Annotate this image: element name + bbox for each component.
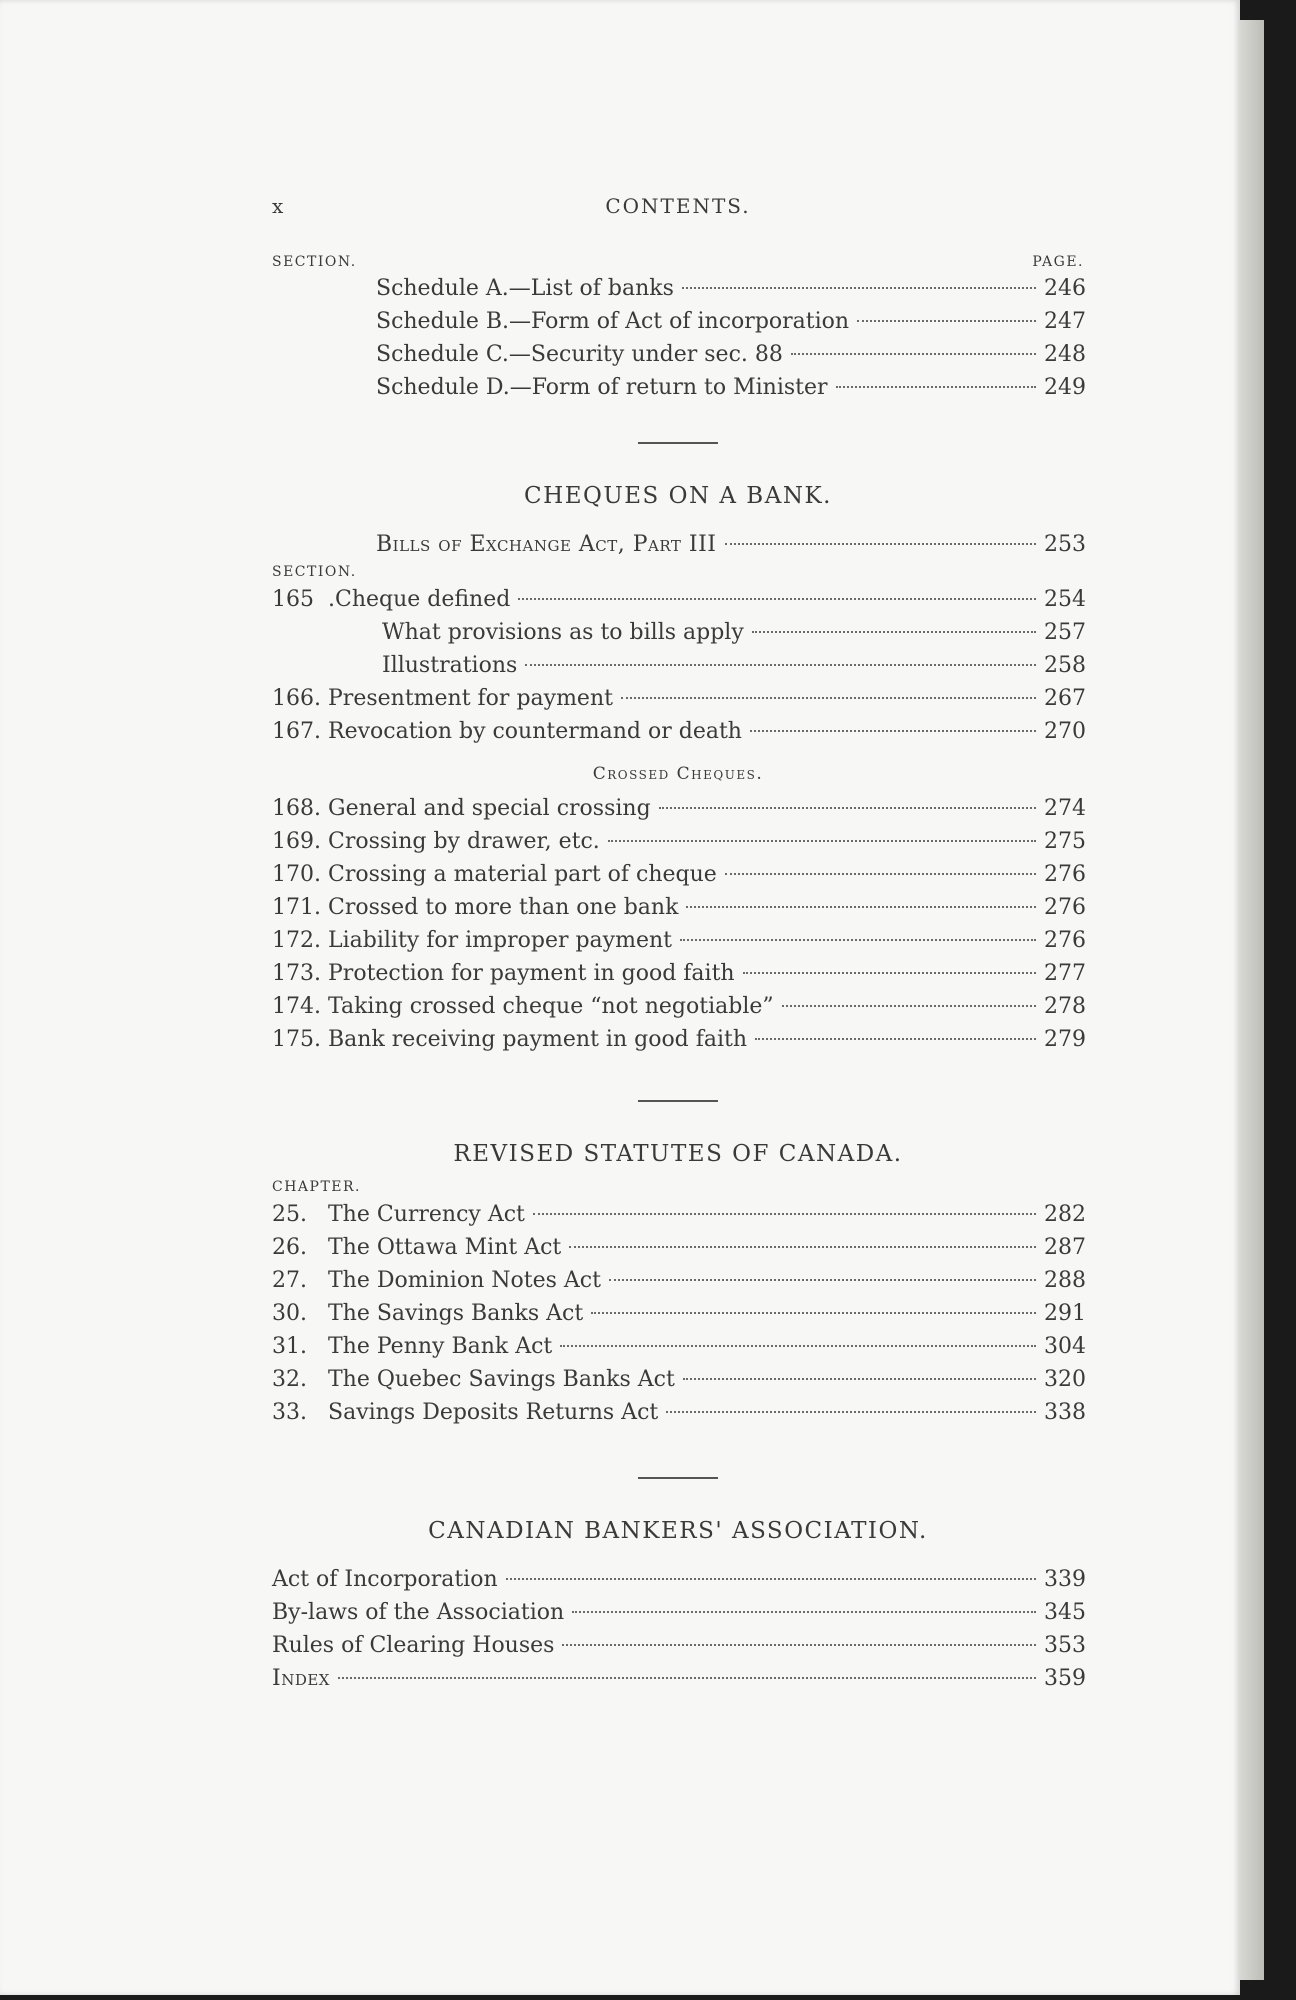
entry-title: Revocation by countermand or death [328, 719, 742, 744]
entry-number: 172. [272, 928, 321, 953]
page-number: x [272, 194, 286, 218]
toc-entry[interactable] [272, 1330, 1084, 1363]
contents-page [272, 190, 1084, 1695]
leader-dots [518, 598, 1036, 600]
crossed-list [272, 792, 1084, 1056]
toc-entry[interactable] [272, 715, 1084, 748]
toc-entry[interactable] [272, 1297, 1084, 1330]
entry-title: Taking crossed cheque “not negotiable” [328, 994, 774, 1019]
leader-dots [836, 386, 1036, 388]
entry-title: Schedule C.—Security under sec. 88 [376, 342, 783, 367]
toc-entry[interactable] [272, 858, 1084, 891]
entry-page: 249 [1044, 375, 1086, 400]
entry-title: Presentment for payment [328, 686, 613, 711]
toc-entry[interactable] [272, 272, 1084, 305]
entry-title: Bank receiving payment in good faith [328, 1027, 748, 1052]
page-label: PAGE. [1032, 254, 1084, 270]
entry-title: The Ottawa Mint Act [328, 1235, 562, 1260]
entry-title: Crossed to more than one bank [328, 895, 679, 920]
entry-page: 353 [1044, 1633, 1086, 1658]
entry-page: 258 [1044, 653, 1086, 678]
entry-page: 254 [1044, 587, 1086, 612]
entry-title: Act of Incorporation [272, 1567, 498, 1592]
toc-entry[interactable] [272, 924, 1084, 957]
entry-title: .Cheque defined [328, 587, 511, 612]
toc-entry[interactable] [272, 616, 1084, 649]
leader-dots [725, 873, 1036, 875]
toc-entry[interactable] [272, 1662, 1084, 1695]
leader-dots [750, 730, 1036, 732]
toc-entry[interactable] [272, 825, 1084, 858]
leader-dots [533, 1213, 1036, 1215]
leader-dots [743, 972, 1036, 974]
cheques-list [272, 583, 1084, 748]
entry-page: 257 [1044, 620, 1086, 645]
entry-page: 320 [1044, 1367, 1086, 1392]
leader-dots [591, 1312, 1036, 1314]
section-label: SECTION. [272, 254, 357, 270]
statutes-list [272, 1198, 1084, 1429]
section-heading-cheques: CHEQUES ON A BANK. [524, 483, 832, 509]
entry-page: 279 [1044, 1027, 1086, 1052]
toc-entry[interactable] [272, 1023, 1084, 1056]
leader-dots [680, 939, 1036, 941]
leader-dots [782, 1005, 1036, 1007]
entry-page: 288 [1044, 1268, 1086, 1293]
leader-dots [683, 1378, 1036, 1380]
entry-number: 170. [272, 862, 321, 887]
entry-page: 338 [1044, 1400, 1086, 1425]
toc-entry[interactable] [272, 1231, 1084, 1264]
entry-number: 174. [272, 994, 321, 1019]
toc-entry[interactable] [272, 1198, 1084, 1231]
toc-entry[interactable] [272, 1596, 1084, 1629]
subsection-heading-crossed: Crossed Cheques. [592, 764, 764, 784]
toc-entry[interactable] [272, 891, 1084, 924]
toc-entry[interactable] [272, 338, 1084, 371]
entry-title: Rules of Clearing Houses [272, 1633, 555, 1658]
section-label: SECTION. [272, 564, 357, 580]
entry-number: 167. [272, 719, 321, 744]
leader-dots [791, 353, 1036, 355]
entry-number: 168. [272, 796, 321, 821]
entry-number: 33. [272, 1400, 307, 1425]
leader-dots [338, 1677, 1036, 1679]
entry-page: 267 [1044, 686, 1086, 711]
entry-number: 169. [272, 829, 321, 854]
entry-page: 291 [1044, 1301, 1086, 1326]
association-list [272, 1563, 1084, 1695]
entry-title: The Dominion Notes Act [328, 1268, 601, 1293]
entry-title: Crossing by drawer, etc. [328, 829, 600, 854]
entry-title: Index [272, 1666, 330, 1691]
entry-number: 166. [272, 686, 321, 711]
toc-entry[interactable] [272, 528, 1084, 561]
entry-page: 246 [1044, 276, 1086, 301]
toc-entry[interactable] [272, 1363, 1084, 1396]
entry-number: 26. [272, 1235, 307, 1260]
entry-page: 278 [1044, 994, 1086, 1019]
toc-entry[interactable] [272, 371, 1084, 404]
entry-title: General and special crossing [328, 796, 651, 821]
entry-page: 277 [1044, 961, 1086, 986]
entry-title: By-laws of the Association [272, 1600, 565, 1625]
leader-dots [569, 1246, 1036, 1248]
toc-entry[interactable] [272, 792, 1084, 825]
toc-entry[interactable] [272, 1264, 1084, 1297]
toc-entry[interactable] [272, 682, 1084, 715]
toc-entry[interactable] [272, 1563, 1084, 1596]
entry-title: Schedule D.—Form of return to Minister [376, 375, 828, 400]
entry-number: 30. [272, 1301, 307, 1326]
entry-title: Schedule B.—Form of Act of incorporation [376, 309, 850, 334]
entry-number: 31. [272, 1334, 307, 1359]
leader-dots [562, 1644, 1036, 1646]
leader-dots [525, 664, 1036, 666]
entry-title: The Quebec Savings Banks Act [328, 1367, 675, 1392]
section-divider [638, 1477, 718, 1479]
entry-title: Protection for payment in good faith [328, 961, 735, 986]
toc-entry[interactable] [272, 957, 1084, 990]
leader-dots [506, 1578, 1036, 1580]
entry-page: 339 [1044, 1567, 1086, 1592]
section-heading-statutes: REVISED STATUTES OF CANADA. [453, 1141, 903, 1167]
toc-entry[interactable] [272, 1396, 1084, 1429]
running-header [272, 190, 1084, 230]
entry-page: 276 [1044, 895, 1086, 920]
toc-entry[interactable] [272, 1629, 1084, 1662]
section-divider [638, 442, 718, 444]
page-title: CONTENTS. [605, 194, 751, 218]
entry-number: 165 [272, 587, 314, 612]
entry-page: 274 [1044, 796, 1086, 821]
entry-title: Savings Deposits Returns Act [328, 1400, 659, 1425]
entry-title: The Penny Bank Act [328, 1334, 553, 1359]
entry-number: 27. [272, 1268, 307, 1293]
entry-page: 345 [1044, 1600, 1086, 1625]
page-edge [1240, 20, 1264, 1980]
entry-title: Bills of Exchange Act, Part III [376, 532, 717, 557]
schedules-list [272, 272, 1084, 404]
entry-title: The Savings Banks Act [328, 1301, 584, 1326]
entry-page: 253 [1044, 532, 1086, 557]
entry-page: 276 [1044, 928, 1086, 953]
chapter-label: CHAPTER. [272, 1179, 361, 1195]
leader-dots [755, 1038, 1036, 1040]
entry-page: 276 [1044, 862, 1086, 887]
entry-page: 359 [1044, 1666, 1086, 1691]
leader-dots [682, 287, 1036, 289]
entry-title: What provisions as to bills apply [382, 620, 744, 645]
entry-number: 173. [272, 961, 321, 986]
section-heading-association: CANADIAN BANKERS' ASSOCIATION. [428, 1518, 928, 1544]
entry-page: 275 [1044, 829, 1086, 854]
leader-dots [560, 1345, 1036, 1347]
entry-title: Schedule A.—List of banks [376, 276, 674, 301]
entry-number: 171. [272, 895, 321, 920]
entry-title: The Currency Act [328, 1202, 525, 1227]
entry-title: Crossing a material part of cheque [328, 862, 717, 887]
entry-page: 287 [1044, 1235, 1086, 1260]
leader-dots [659, 807, 1036, 809]
leader-dots [621, 697, 1036, 699]
entry-number: 175. [272, 1027, 321, 1052]
section-divider [638, 1100, 718, 1102]
leader-dots [666, 1411, 1036, 1413]
column-labels [272, 246, 1084, 272]
entry-page: 304 [1044, 1334, 1086, 1359]
entry-title: Liability for improper payment [328, 928, 672, 953]
leader-dots [686, 906, 1036, 908]
entry-number: 32. [272, 1367, 307, 1392]
entry-page: 270 [1044, 719, 1086, 744]
toc-entry[interactable] [272, 583, 1084, 616]
entry-title: Illustrations [382, 653, 518, 678]
leader-dots [752, 631, 1036, 633]
leader-dots [608, 840, 1036, 842]
entry-page: 282 [1044, 1202, 1086, 1227]
leader-dots [572, 1611, 1036, 1613]
entry-number: 25. [272, 1202, 307, 1227]
toc-entry[interactable] [272, 990, 1084, 1023]
leader-dots [857, 320, 1036, 322]
toc-entry[interactable] [272, 649, 1084, 682]
entry-page: 248 [1044, 342, 1086, 367]
toc-entry[interactable] [272, 305, 1084, 338]
leader-dots [725, 543, 1037, 545]
entry-page: 247 [1044, 309, 1086, 334]
leader-dots [609, 1279, 1036, 1281]
